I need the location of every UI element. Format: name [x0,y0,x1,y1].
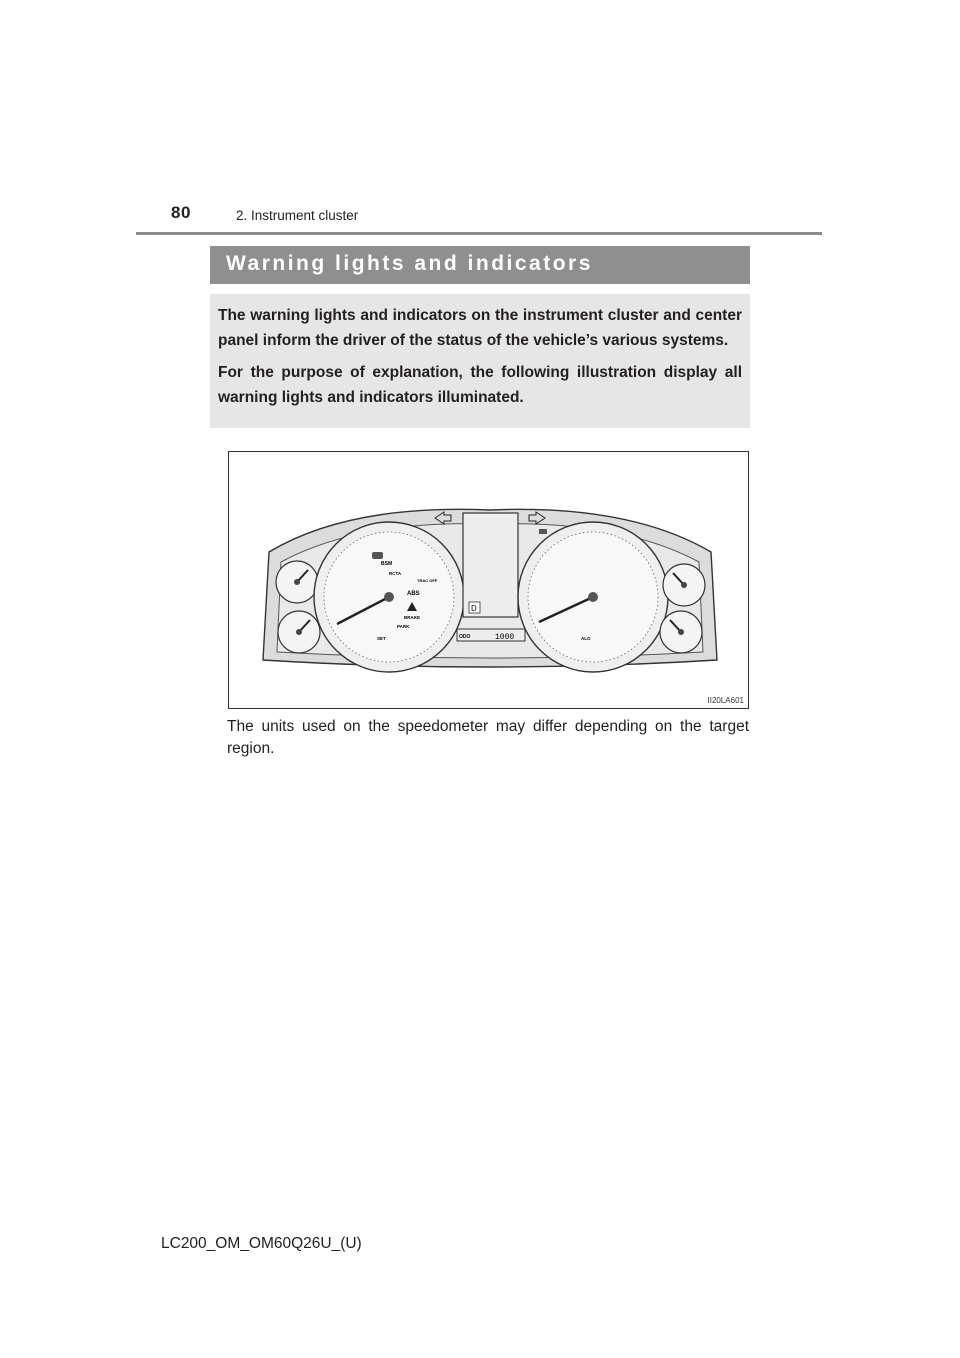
rcta-label: RCTA [389,571,402,576]
tachometer [518,522,668,672]
intro-box [210,294,750,428]
multi-information-display [463,513,518,617]
indicator-lamp-icon [372,552,383,559]
intro-text [218,303,742,417]
headlight-icon [539,529,547,534]
park-label: PARK [397,624,410,629]
oil-pressure-gauge [278,611,320,653]
abs-label: ABS [407,591,420,597]
footer-doc-code: LC200_OM_OM60Q26U_(U) [161,1235,362,1252]
speedometer [314,522,464,672]
brake-label: BRAKE [404,615,421,620]
heading-bar [210,246,750,284]
odo-label: ODO [459,634,471,640]
section-title: 2. Instrument cluster [236,208,359,223]
figure-caption: The units used on the speedometer may differ depending on the target region. [227,718,749,757]
page-heading: Warning lights and indicators [226,252,593,275]
instrument-cluster-illustration [229,452,750,710]
intro-paragraph-1: The warning lights and indicators on the instrument cluster and center panel inform the driver of the status of the vehicle’s various systems. [218,307,742,349]
trac-off-label: TRAC OFF [417,578,438,583]
odometer-value: 1000 [495,633,515,642]
bsm-label: BSM [381,561,393,567]
odometer-display [457,629,525,642]
fuel-gauge [276,561,318,603]
header-rule [136,232,822,235]
page-number: 80 [171,203,191,222]
voltmeter-gauge [660,611,702,653]
engine-temp-gauge [663,564,705,606]
gear-position-label: D [471,604,477,613]
alo-label: ALO [581,636,591,641]
instrument-cluster-figure [228,451,749,709]
figure-code: II20LA601 [707,696,744,705]
set-label: SET [377,636,386,641]
intro-paragraph-2: For the purpose of explanation, the following illustration display all warning lights and indicators illuminated. [218,364,742,406]
